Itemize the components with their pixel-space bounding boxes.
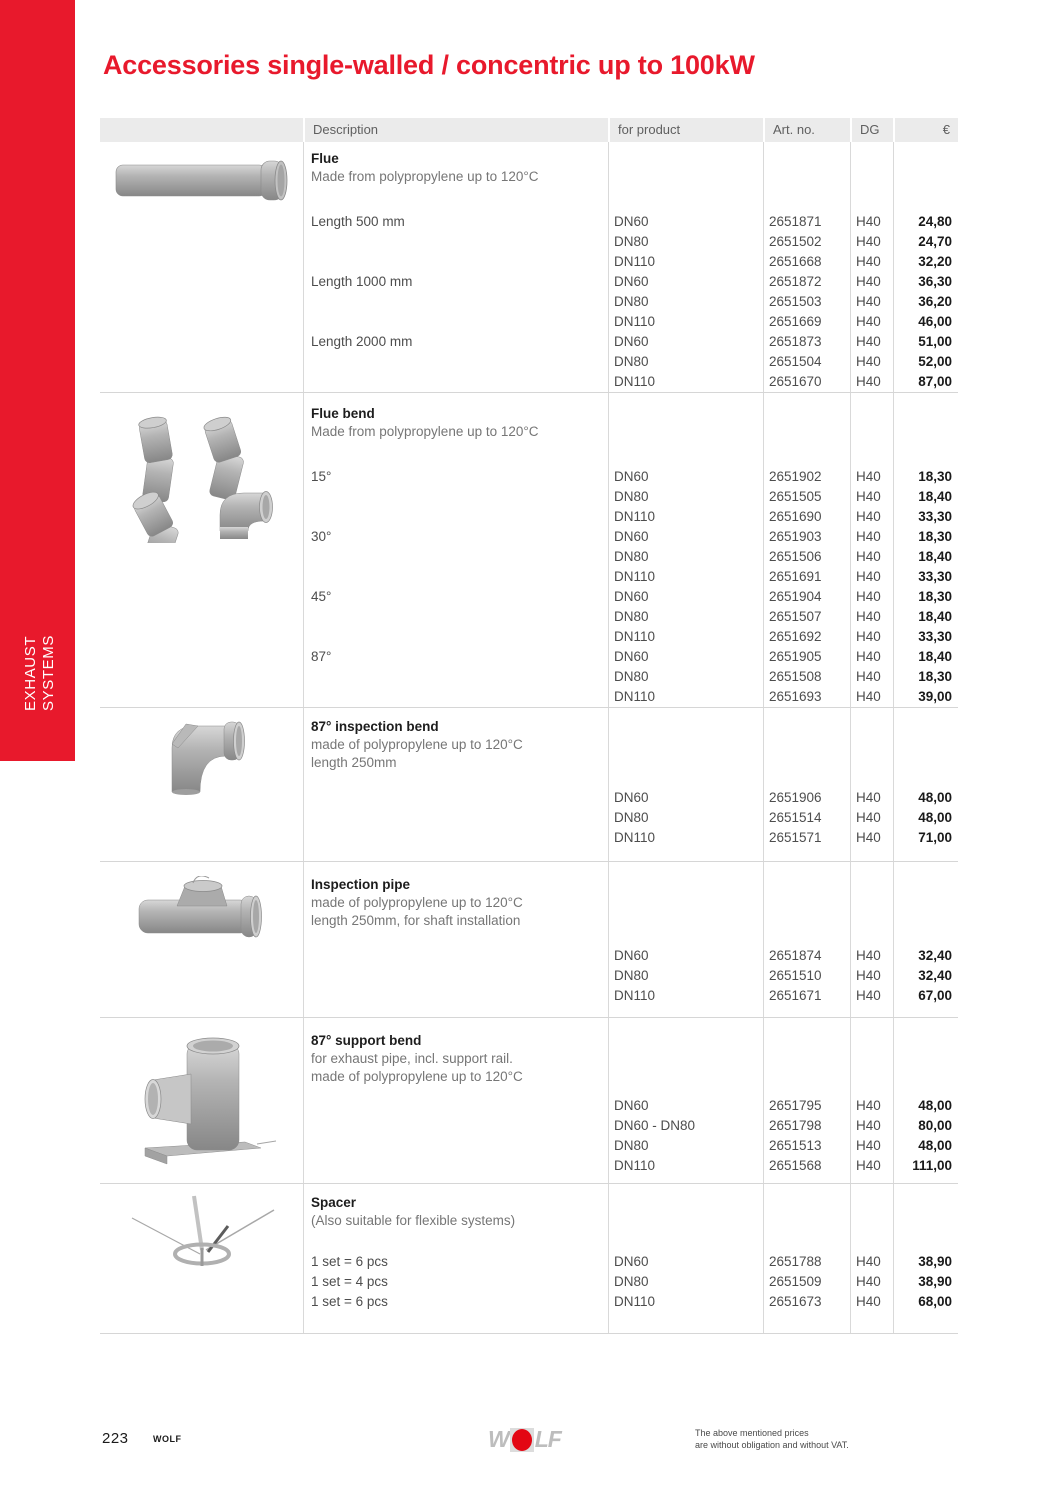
page-footer (100, 1424, 958, 1474)
table-row (311, 252, 958, 272)
cell-product: DN60 (614, 948, 649, 963)
section-title: Flue (311, 151, 339, 166)
table-row (311, 808, 958, 828)
cell-dg: H40 (856, 294, 881, 309)
cell-product: DN110 (614, 988, 656, 1003)
cell-art: 2651874 (769, 948, 822, 963)
cell-desc (311, 946, 608, 966)
cell-desc: 1 set = 6 pcs (311, 1294, 388, 1309)
cell-price: 51,00 (918, 334, 952, 349)
cell-price: 36,30 (918, 274, 952, 289)
cell-art: 2651906 (769, 790, 822, 805)
table-row (311, 272, 958, 292)
cell-dg: H40 (856, 1118, 881, 1133)
section-subtitle: Made from polypropylene up to 120°C (311, 169, 539, 184)
cell-price: 36,20 (918, 294, 952, 309)
cell-dg: H40 (856, 314, 881, 329)
table-row (311, 788, 958, 808)
disclaimer-line1: The above mentioned prices (695, 1428, 809, 1438)
cell-desc (311, 487, 608, 507)
cell-desc: 15° (311, 469, 332, 484)
table-row (311, 946, 958, 966)
cell-art: 2651902 (769, 469, 822, 484)
cell-art: 2651507 (769, 609, 822, 624)
cell-art: 2651513 (769, 1138, 822, 1153)
table-row (311, 352, 958, 372)
cell-art: 2651668 (769, 254, 822, 269)
cell-price: 24,70 (918, 234, 952, 249)
cell-art: 2651502 (769, 234, 822, 249)
logo-o-box (510, 1428, 534, 1452)
cell-price: 80,00 (918, 1118, 952, 1133)
cell-price: 18,40 (918, 489, 952, 504)
cell-art: 2651873 (769, 334, 822, 349)
sidebar-line1: EXHAUST (22, 635, 39, 711)
cell-art: 2651905 (769, 649, 822, 664)
cell-dg: H40 (856, 1158, 881, 1173)
flue-bends-image (100, 393, 303, 707)
section-rows (311, 1252, 958, 1312)
cell-desc: 1 set = 6 pcs (311, 1254, 388, 1269)
cell-price: 18,30 (918, 589, 952, 604)
cell-product: DN60 (614, 589, 649, 604)
section-rows (311, 946, 958, 1006)
page-number: 223 (102, 1430, 129, 1447)
cell-art: 2651904 (769, 589, 822, 604)
table-row (311, 687, 958, 707)
wolf-logo (488, 1426, 561, 1453)
table-row (311, 1136, 958, 1156)
cell-desc (311, 567, 608, 587)
table-row (311, 667, 958, 687)
table-header (100, 118, 958, 142)
section-inspection-bend (100, 707, 958, 861)
table-row (311, 487, 958, 507)
section-rows (311, 212, 958, 392)
section-title: Inspection pipe (311, 877, 411, 892)
cell-desc (311, 808, 608, 828)
cell-dg: H40 (856, 689, 881, 704)
table-row (311, 547, 958, 567)
cell-product: DN60 (614, 274, 649, 289)
cell-art: 2651692 (769, 629, 822, 644)
cell-desc (311, 687, 608, 707)
table-row (311, 1272, 958, 1292)
cell-price: 18,30 (918, 669, 952, 684)
cell-desc: Length 2000 mm (311, 334, 413, 349)
cell-art: 2651509 (769, 1274, 822, 1289)
cell-price: 67,00 (918, 988, 952, 1003)
table-row (311, 966, 958, 986)
section-spacer (100, 1183, 958, 1333)
section-title: 87° inspection bend (311, 719, 439, 734)
cell-art: 2651871 (769, 214, 822, 229)
cell-dg: H40 (856, 274, 881, 289)
cell-product: DN60 (614, 1098, 649, 1113)
cell-product: DN60 (614, 649, 649, 664)
cell-art: 2651508 (769, 669, 822, 684)
sidebar-red-bar (0, 0, 75, 761)
cell-price: 33,30 (918, 509, 952, 524)
section-subtitle2: length 250mm (311, 755, 397, 770)
cell-dg: H40 (856, 234, 881, 249)
cell-product: DN80 (614, 968, 649, 983)
cell-price: 48,00 (918, 1138, 952, 1153)
table-row (311, 647, 958, 667)
header-image-column (100, 118, 303, 142)
table-row (311, 627, 958, 647)
table-row (311, 372, 958, 392)
cell-price: 52,00 (918, 354, 952, 369)
cell-price: 24,80 (918, 214, 952, 229)
table-row (311, 1096, 958, 1116)
cell-desc (311, 352, 608, 372)
cell-dg: H40 (856, 1274, 881, 1289)
cell-art: 2651510 (769, 968, 822, 983)
cell-product: DN110 (614, 314, 656, 329)
cell-price: 32,20 (918, 254, 952, 269)
cell-dg: H40 (856, 214, 881, 229)
cell-art: 2651903 (769, 529, 822, 544)
cell-product: DN110 (614, 569, 656, 584)
cell-art: 2651571 (769, 830, 822, 845)
section-rows (311, 1096, 958, 1176)
table-row (311, 212, 958, 232)
cell-product: DN80 (614, 609, 649, 624)
header-euro: € (893, 118, 958, 142)
cell-product: DN80 (614, 354, 649, 369)
cell-price: 18,30 (918, 469, 952, 484)
cell-desc: 30° (311, 529, 332, 544)
header-description: Description (303, 118, 608, 142)
cell-art: 2651872 (769, 274, 822, 289)
cell-product: DN110 (614, 374, 656, 389)
cell-art: 2651693 (769, 689, 822, 704)
cell-product: DN80 (614, 1138, 649, 1153)
cell-product: DN110 (614, 1158, 656, 1173)
cell-product: DN60 (614, 469, 649, 484)
table-row (311, 292, 958, 312)
table-row (311, 332, 958, 352)
cell-art: 2651795 (769, 1098, 822, 1113)
cell-product: DN80 (614, 810, 649, 825)
section-subtitle: made of polypropylene up to 120°C (311, 895, 523, 910)
cell-product: DN110 (614, 629, 656, 644)
cell-price: 111,00 (912, 1158, 952, 1173)
cell-dg: H40 (856, 529, 881, 544)
table-row (311, 607, 958, 627)
table-body (100, 142, 958, 1334)
section-rows (311, 467, 958, 707)
section-support-bend (100, 1017, 958, 1183)
page-title: Accessories single-walled / concentric up to 100kW (103, 50, 755, 80)
cell-price: 39,00 (918, 689, 952, 704)
cell-price: 46,00 (918, 314, 952, 329)
cell-price: 48,00 (918, 1098, 952, 1113)
cell-dg: H40 (856, 589, 881, 604)
section-subtitle: for exhaust pipe, incl. support rail. (311, 1051, 513, 1066)
cell-price: 68,00 (918, 1294, 952, 1309)
sidebar-line2: SYSTEMS (40, 635, 57, 711)
cell-art: 2651671 (769, 988, 822, 1003)
cell-product: DN110 (614, 1294, 656, 1309)
cell-price: 71,00 (918, 830, 952, 845)
table-row (311, 467, 958, 487)
section-subtitle: Made from polypropylene up to 120°C (311, 424, 539, 439)
section-flue-bend (100, 392, 958, 707)
cell-product: DN60 (614, 214, 649, 229)
cell-art: 2651673 (769, 1294, 822, 1309)
cell-dg: H40 (856, 790, 881, 805)
cell-desc: 87° (311, 649, 332, 664)
cell-desc: Length 1000 mm (311, 274, 413, 289)
cell-desc: 45° (311, 589, 332, 604)
table-row (311, 312, 958, 332)
section-subtitle: made of polypropylene up to 120°C (311, 737, 523, 752)
cell-price: 18,40 (918, 549, 952, 564)
cell-product: DN80 (614, 549, 649, 564)
cell-dg: H40 (856, 669, 881, 684)
cell-dg: H40 (856, 489, 881, 504)
cell-dg: H40 (856, 948, 881, 963)
cell-art: 2651669 (769, 314, 822, 329)
cell-price: 33,30 (918, 629, 952, 644)
cell-product: DN110 (614, 254, 656, 269)
cell-product: DN60 - DN80 (614, 1118, 696, 1133)
logo-letter-w: W (488, 1426, 509, 1452)
cell-product: DN110 (614, 830, 656, 845)
cell-price: 38,90 (918, 1274, 952, 1289)
section-title: Spacer (311, 1195, 357, 1210)
table-row (311, 567, 958, 587)
cell-price: 32,40 (918, 968, 952, 983)
cell-art: 2651691 (769, 569, 822, 584)
cell-art: 2651798 (769, 1118, 822, 1133)
section-title: 87° support bend (311, 1033, 422, 1048)
cell-product: DN80 (614, 294, 649, 309)
cell-dg: H40 (856, 609, 881, 624)
cell-product: DN80 (614, 489, 649, 504)
logo-red-dot-icon (512, 1429, 532, 1451)
cell-art: 2651514 (769, 810, 822, 825)
cell-desc (311, 232, 608, 252)
table-row (311, 1252, 958, 1272)
cell-art: 2651504 (769, 354, 822, 369)
cell-product: DN80 (614, 669, 649, 684)
cell-art: 2651788 (769, 1254, 822, 1269)
cell-dg: H40 (856, 649, 881, 664)
cell-product: DN80 (614, 1274, 649, 1289)
cell-dg: H40 (856, 374, 881, 389)
cell-dg: H40 (856, 830, 881, 845)
cell-price: 87,00 (918, 374, 952, 389)
table-row (311, 232, 958, 252)
section-inspection-pipe (100, 861, 958, 1017)
cell-desc: 1 set = 4 pcs (311, 1274, 388, 1289)
cell-art: 2651506 (769, 549, 822, 564)
table-row (311, 1156, 958, 1176)
cell-desc (311, 627, 608, 647)
table-row (311, 986, 958, 1006)
support-bend-image (100, 1018, 303, 1183)
header-for-product: for product (608, 118, 763, 142)
cell-desc (311, 607, 608, 627)
table-row (311, 1116, 958, 1136)
cell-product: DN60 (614, 529, 649, 544)
cell-desc (311, 1156, 608, 1176)
cell-dg: H40 (856, 549, 881, 564)
cell-product: DN60 (614, 1254, 649, 1269)
inspection-pipe-image (100, 862, 303, 1017)
cell-desc (311, 986, 608, 1006)
cell-desc (311, 966, 608, 986)
cell-product: DN80 (614, 234, 649, 249)
main-column (100, 0, 958, 1474)
cell-art: 2651568 (769, 1158, 822, 1173)
price-disclaimer (695, 1428, 849, 1451)
cell-desc (311, 788, 608, 808)
section-rows (311, 788, 958, 848)
cell-desc (311, 507, 608, 527)
disclaimer-line2: are without obligation and without VAT. (695, 1439, 849, 1450)
cell-desc (311, 252, 608, 272)
cell-dg: H40 (856, 354, 881, 369)
cell-price: 48,00 (918, 790, 952, 805)
section-flue (100, 142, 958, 392)
cell-dg: H40 (856, 1254, 881, 1269)
header-art-no: Art. no. (763, 118, 850, 142)
cell-price: 38,90 (918, 1254, 952, 1269)
cell-dg: H40 (856, 810, 881, 825)
cell-price: 18,40 (918, 609, 952, 624)
cell-dg: H40 (856, 509, 881, 524)
flue-pipe-image (100, 142, 303, 392)
cell-desc (311, 372, 608, 392)
cell-price: 48,00 (918, 810, 952, 825)
cell-product: DN110 (614, 509, 656, 524)
cell-product: DN110 (614, 689, 656, 704)
cell-price: 32,40 (918, 948, 952, 963)
cell-desc: Length 500 mm (311, 214, 405, 229)
table-row (311, 527, 958, 547)
cell-product: DN60 (614, 334, 649, 349)
cell-price: 18,40 (918, 649, 952, 664)
cell-desc (311, 1116, 608, 1136)
table-row (311, 828, 958, 848)
cell-price: 18,30 (918, 529, 952, 544)
logo-letters-lf: LF (534, 1426, 561, 1452)
cell-dg: H40 (856, 254, 881, 269)
cell-desc (311, 667, 608, 687)
sidebar-category-label (22, 635, 58, 711)
cell-dg: H40 (856, 988, 881, 1003)
cell-dg: H40 (856, 629, 881, 644)
header-dg: DG (850, 118, 893, 142)
section-subtitle2: made of polypropylene up to 120°C (311, 1069, 523, 1084)
cell-art: 2651503 (769, 294, 822, 309)
table-row (311, 507, 958, 527)
brand-name: WOLF (153, 1434, 182, 1444)
cell-price: 33,30 (918, 569, 952, 584)
cell-dg: H40 (856, 1098, 881, 1113)
cell-dg: H40 (856, 469, 881, 484)
cell-art: 2651670 (769, 374, 822, 389)
cell-desc (311, 1136, 608, 1156)
cell-desc (311, 312, 608, 332)
cell-desc (311, 828, 608, 848)
cell-dg: H40 (856, 569, 881, 584)
cell-desc (311, 1096, 608, 1116)
cell-art: 2651690 (769, 509, 822, 524)
cell-art: 2651505 (769, 489, 822, 504)
section-subtitle: (Also suitable for flexible systems) (311, 1213, 516, 1228)
inspection-bend-image (100, 708, 303, 861)
section-title: Flue bend (311, 406, 375, 421)
spacer-image (100, 1184, 303, 1333)
cell-desc (311, 547, 608, 567)
cell-dg: H40 (856, 1138, 881, 1153)
cell-desc (311, 292, 608, 312)
cell-product: DN60 (614, 790, 649, 805)
cell-dg: H40 (856, 334, 881, 349)
section-subtitle2: length 250mm, for shaft installation (311, 913, 521, 928)
table-row (311, 1292, 958, 1312)
cell-dg: H40 (856, 1294, 881, 1309)
cell-dg: H40 (856, 968, 881, 983)
table-row (311, 587, 958, 607)
